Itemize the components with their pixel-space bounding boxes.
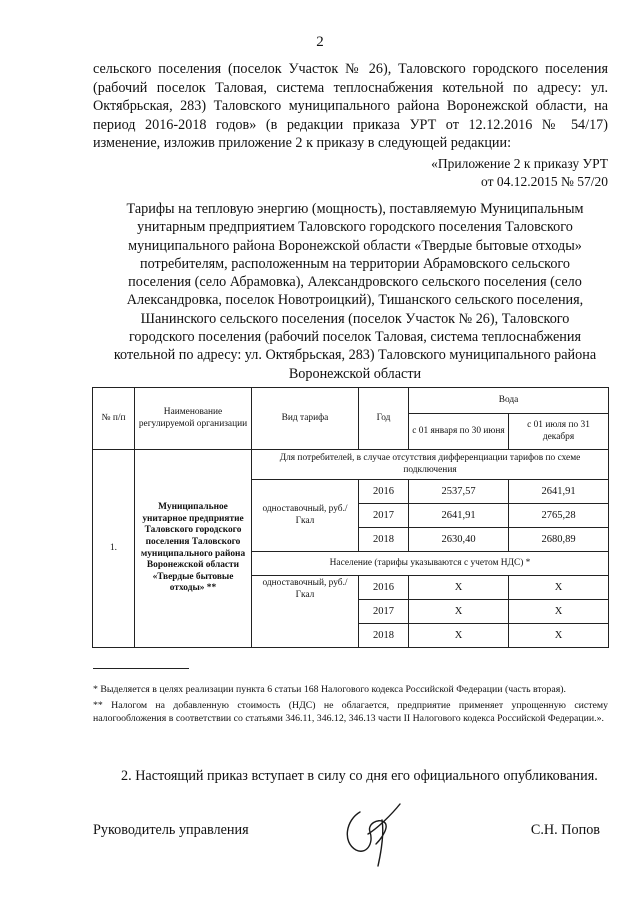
header-year: Год: [359, 388, 409, 450]
appendix-reference: [431, 155, 608, 190]
value-cell: X: [509, 576, 609, 600]
footnote-divider: [93, 668, 189, 669]
heading-line: котельной по адресу: ул. Октябрьская, 283) Таловского муниципального района: [113, 347, 597, 364]
heading-line: поселения (село Абрамовка), Александровского сельского поселения (село: [128, 274, 582, 291]
heading-line: Воронежской области: [288, 365, 422, 382]
handwritten-signature: [338, 798, 408, 870]
header-tariff-type: Вид тарифа: [252, 388, 359, 450]
value-cell: X: [509, 624, 609, 648]
tariff-type-cell: одноставочный, руб./Гкал: [252, 576, 359, 648]
value-cell: X: [409, 600, 509, 624]
year-cell: 2017: [359, 600, 409, 624]
header-water: Вода: [409, 388, 609, 414]
value-cell: X: [409, 576, 509, 600]
organization-name: Муниципальное унитарное предприятие Таловского городского поселения Таловского муниципального района Воронежской области «Твердые бытовые отходы» **: [135, 450, 252, 648]
year-cell: 2017: [359, 504, 409, 528]
heading-line: Тарифы на тепловую энергию (мощность), поставляемую Муниципальным: [126, 201, 584, 217]
value-cell: 2765,28: [509, 504, 609, 528]
year-cell: 2018: [359, 624, 409, 648]
heading-line: городского поселения (рабочий поселок Таловая, система теплоснабжения: [128, 329, 582, 346]
value-cell: X: [509, 600, 609, 624]
heading-line: Александровка, поселок Новотроицкий), Тишанского сельского поселения,: [126, 292, 584, 309]
heading-line: муниципального района Воронежской области «Твердые бытовые отходы»: [128, 237, 582, 254]
tariff-type-cell: одноставочный, руб./Гкал: [252, 480, 359, 552]
year-cell: 2016: [359, 576, 409, 600]
heading-line: Шанинского сельского поселения (поселок Участок № 26), Таловского: [140, 310, 570, 327]
tariff-table: [92, 387, 609, 648]
appendix-reference-line: от 04.12.2015 № 57/20: [481, 173, 608, 189]
group-label: Население (тарифы указываются с учетом НДС) *: [252, 552, 609, 576]
group-label: Для потребителей, в случае отсутствия дифференциации тарифов по схеме подключения: [252, 450, 609, 480]
header-organization: Наименование регулируемой организации: [135, 388, 252, 450]
value-cell: X: [409, 624, 509, 648]
tariff-heading: [95, 200, 615, 383]
signer-title: Руководитель управления: [93, 822, 249, 838]
value-cell: 2630,40: [409, 528, 509, 552]
header-period-2: с 01 июля по 31 декабря: [509, 414, 609, 450]
intro-paragraph: сельского поселения (поселок Участок № 26), Таловского городского поселения (рабочий поселок Таловая, система теплоснабжения котельной по адресу: ул. Октябрьская, 283) Таловского муниципального района Воронежской области, на период 2016-2018 годов» (в редакции приказа УРТ от 12.12.2016 № 54/17) изменение, изложив приложение 2 к приказу в следующей редакции:: [93, 61, 608, 151]
value-cell: 2641,91: [509, 480, 609, 504]
heading-line: потребителям, расположенным на территории Абрамовского сельского: [140, 255, 570, 272]
footnote-no-vat: ** Налогом на добавленную стоимость (НДС) не облагается, предприятие применяет упрощенную систему налогообложения в соответствии со статьями 346.11, 346.12, 346.13 части II Налогового кодекса Российской Федерации.».: [93, 699, 608, 724]
year-cell: 2016: [359, 480, 409, 504]
value-cell: 2537,57: [409, 480, 509, 504]
appendix-reference-line: «Приложение 2 к приказу УРТ: [431, 156, 608, 171]
order-clause: 2. Настоящий приказ вступает в силу со дня его официального опубликования.: [121, 768, 598, 784]
footnotes: [93, 683, 608, 728]
page-number: 2: [316, 34, 324, 50]
signature-block: [93, 820, 608, 860]
value-cell: 2680,89: [509, 528, 609, 552]
heading-line: унитарным предприятием Таловского городского поселения Таловского: [137, 219, 573, 236]
header-number: № п/п: [93, 388, 135, 450]
signer-name: С.Н. Попов: [530, 822, 600, 838]
year-cell: 2018: [359, 528, 409, 552]
header-period-1: с 01 января по 30 июня: [409, 414, 509, 450]
row-number: 1.: [93, 450, 135, 648]
value-cell: 2641,91: [409, 504, 509, 528]
footnote-vat: * Выделяется в целях реализации пункта 6 статьи 168 Налогового кодекса Российской Федерации (часть вторая).: [93, 684, 566, 695]
